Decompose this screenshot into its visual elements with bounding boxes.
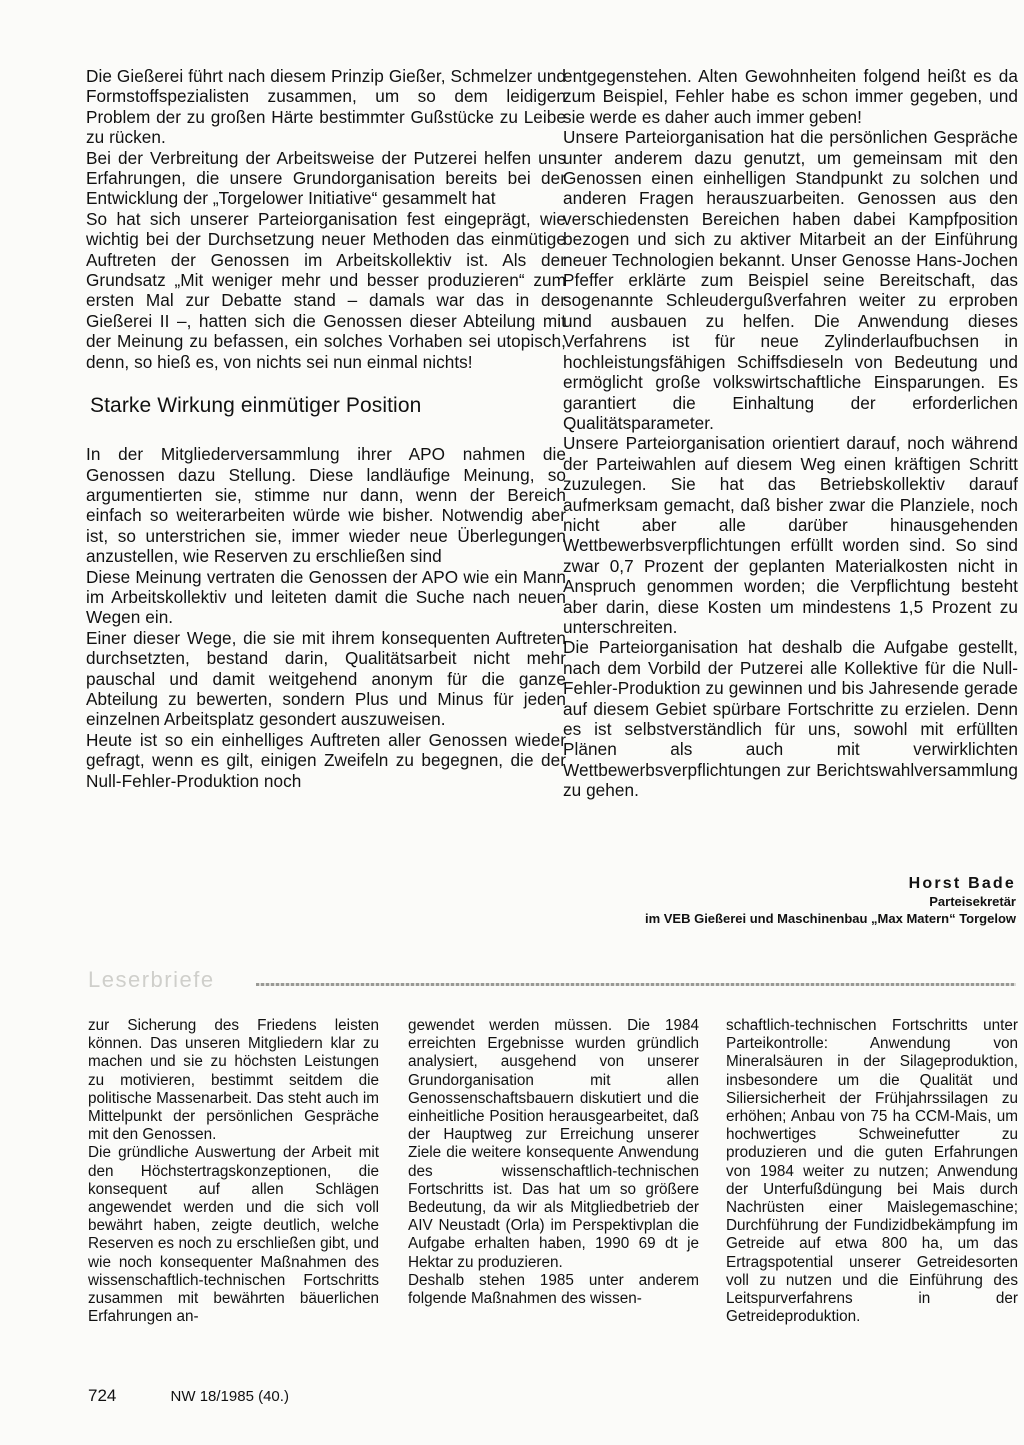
- paragraph: So hat sich unserer Parteiorganisation fest eingeprägt, wie wichtig bei der Durchsetzung neuer Methoden das einmütige Auftreten der Genossen im Arbeitskollektiv ist. Als der Grundsatz „Mit weniger mehr und besser produzieren“ zum ersten Mal zur Debatte stand – damals war das in der Gießerei II –, hatten sich die Genossen dieser Abteilung mit der Meinung zu befassen, ein solches Vorhaben sei utopisch, denn, so hieß es, von nichts sei nun einmal nichts!: [86, 208, 566, 372]
- paragraph: Unsere Parteiorganisation hat die persönlichen Gespräche unter anderem dazu genutzt, um gemeinsam mit den Genossen einen einhelligen Standpunkt zu solchen und anderen Fragen herauszuarbeiten. Genossen aus den verschiedensten Bereichen haben dabei Kampfposition bezogen und sich zu aktiver Mitarbeit an der Einführung neuer Technologien bekannt. Unser Genosse Hans-Jochen Pfeffer erklärte zum Beispiel seine Bereitschaft, das sogenannte Schleudergußverfahren weiter zu erproben und ausbauen zu helfen. Die Anwendung dieses Verfahrens ist für neue Zylinderlaufbuchsen in hochleistungsfähigen Schiffsdieseln von Bedeutung und ermöglicht große volkswirtschaftliche Einsparungen. Es garantiert die Einhaltung der erforderlichen Qualitätsparameter.: [563, 127, 1018, 433]
- paragraph: Die Parteiorganisation hat deshalb die Aufgabe gestellt, nach dem Vorbild der Putzerei alle Kollektive für die Null-Fehler-Produktion zu gewinnen und bis Jahresende gerade auf diesem Gebiet spürbare Fortschritte zu erzielen. Denn es ist selbstverständlich für uns, sowohl mit erfüllten Plänen als auch mit verwirklichten Wettbewerbsverpflichtungen zur Berichtswahlversammlung zu gehen.: [563, 637, 1018, 801]
- paragraph: Unsere Parteiorganisation orientiert darauf, noch während der Parteiwahlen auf diesem Weg einen kräftigen Schritt zuzulegen. Sie hat das Betriebskollektiv darauf aufmerksam gemacht, daß bisher zwar die Planziele, noch nicht aber alle darüber hinausgehenden Wettbewerbsverpflichtungen erfüllt worden sind. So sind zwar 0,7 Prozent der geplanten Materialkosten nicht in Anspruch genommen worden; die Verpflichtung besteht aber darin, diese Kosten um mindestens 1,5 Prozent zu unterschreiten.: [563, 433, 1018, 637]
- paragraph: Die gründliche Auswertung der Arbeit mit den Höchstertragskonzeptionen, die konsequent auf allen Schlägen angewendet werden und die sich voll bewährt haben, zeigte deutlich, welche Reserven es noch zu erschließen gibt, und wie noch konsequenter Maßnahmen des wissenschaftlich-technischen Fortschritts zusammen mit bewährten bäuerlichen Erfahrungen an-: [88, 1144, 379, 1326]
- author-organization: im VEB Gießerei und Maschinenbau „Max Matern“ Torgelow: [644, 911, 1016, 926]
- letters-column-2: [408, 1017, 699, 1308]
- paragraph: gewendet werden müssen. Die 1984 erreichten Ergebnisse wurden gründlich analysiert, ausgehend von unserer Grundorganisation mit allen Genossenschaftsbauern diskutiert und die einheitliche Position herausgearbeitet, daß der Hauptweg zur Erreichung unserer Ziele die weitere konsequente Anwendung des wissenschaftlich-technischen Fortschritts ist. Das hat um so größere Bedeutung, da wir als Mitgliedbetrieb der AIV Neustadt (Orla) im Perspektivplan die Aufgabe erhalten haben, 1990 69 dt je Hektar zu produzieren.: [408, 1017, 699, 1271]
- letters-banner: [86, 967, 1016, 993]
- issue-info: NW 18/1985 (40.): [170, 1388, 289, 1405]
- letters-column-1: [88, 1017, 379, 1326]
- article-left-column: [86, 66, 566, 791]
- banner-rule: [256, 983, 1016, 986]
- paragraph: Deshalb stehen 1985 unter anderem folgende Maßnahmen des wissen-: [408, 1271, 699, 1308]
- article-right-column: [563, 66, 1018, 801]
- author-signature: [645, 875, 1016, 927]
- paragraph: schaftlich-technischen Fortschritts unter Parteikontrolle: Anwendung von Mineralsäuren in der Silageproduktion, insbesondere um die Qualität und Siliersicherheit der Frühjahrssilagen zu erhöhen; Anbau von 75 ha CCM-Mais, um hochwertiges Schweinefutter zu produzieren und die guten Erfahrungen von 1984 weiter zu nutzen; Anwendung der Unterfußdüngung bei Mais durch Nachrüsten einer Maislegemaschine; Durchführung der Fundizidbekämpfung im Getreide auf etwa 800 ha, um das Ertragspotential unserer Getreidesorten voll zu nutzen und die Einführung des Leitspurverfahrens in der Getreideproduktion.: [726, 1017, 1018, 1326]
- paragraph: Die Gießerei führt nach diesem Prinzip Gießer, Schmelzer und Formstoffspezialisten zusammen, um so dem leidigen Problem der zu großen Härte bestimmter Gußstücke zu Leibe zu rücken.: [86, 66, 566, 148]
- page-footer: [88, 1386, 289, 1406]
- author-name: Horst Bade: [908, 875, 1016, 892]
- paragraph: zur Sicherung des Friedens leisten können. Das unseren Mitgliedern klar zu machen und sie zu höchsten Leistungen zu motivieren, bestimmt seitdem die politische Massenarbeit. Das steht auch im Mittelpunkt der persönlichen Gespräche mit den Genossen.: [88, 1017, 379, 1144]
- paragraph: Bei der Verbreitung der Arbeitsweise der Putzerei helfen uns Erfahrungen, die unsere Grundorganisation bereits bei der Entwicklung der „Torgelower Initiative“ gesammelt hat: [86, 147, 566, 209]
- paragraph: Diese Meinung vertraten die Genossen der APO wie ein Mann im Arbeitskollektiv und leiteten damit die Suche nach neuen Wegen ein.: [86, 566, 566, 628]
- paragraph: In der Mitgliederversammlung ihrer APO nahmen die Genossen dazu Stellung. Diese landläufige Meinung, so argumentierten sie, stimme nur dann, wenn der Bereich einfach so weiterarbeiten würde wie bisher. Notwendig aber ist, so unterstrichen sie, immer wieder neue Überlegungen anzustellen, wie Reserven zu erschließen sind: [86, 444, 566, 567]
- page-number: 724: [88, 1386, 117, 1405]
- author-role: Parteisekretär: [929, 894, 1016, 909]
- paragraph: entgegenstehen. Alten Gewohnheiten folgend heißt es da zum Beispiel, Fehler habe es schon immer gegeben, und sie werde es daher auch immer geben!: [563, 66, 1018, 127]
- letters-column-3: [726, 1017, 1018, 1326]
- paragraph: Einer dieser Wege, die sie mit ihrem konsequenten Auftreten durchsetzten, bestand darin, Qualitätsarbeit nicht mehr pauschal und damit weitgehend anonym für die ganze Abteilung zu bewerten, sondern Plus und Minus für jeden einzelnen Arbeitsplatz gesondert auszuweisen.: [86, 627, 566, 730]
- paragraph: Heute ist so ein einhelliges Auftreten aller Genossen wieder gefragt, wenn es gilt, einigen Zweifeln zu begegnen, die der Null-Fehler-Produktion noch: [86, 729, 566, 791]
- section-heading: Starke Wirkung einmütiger Position: [90, 394, 422, 418]
- letters-banner-title: Leserbriefe: [88, 967, 215, 992]
